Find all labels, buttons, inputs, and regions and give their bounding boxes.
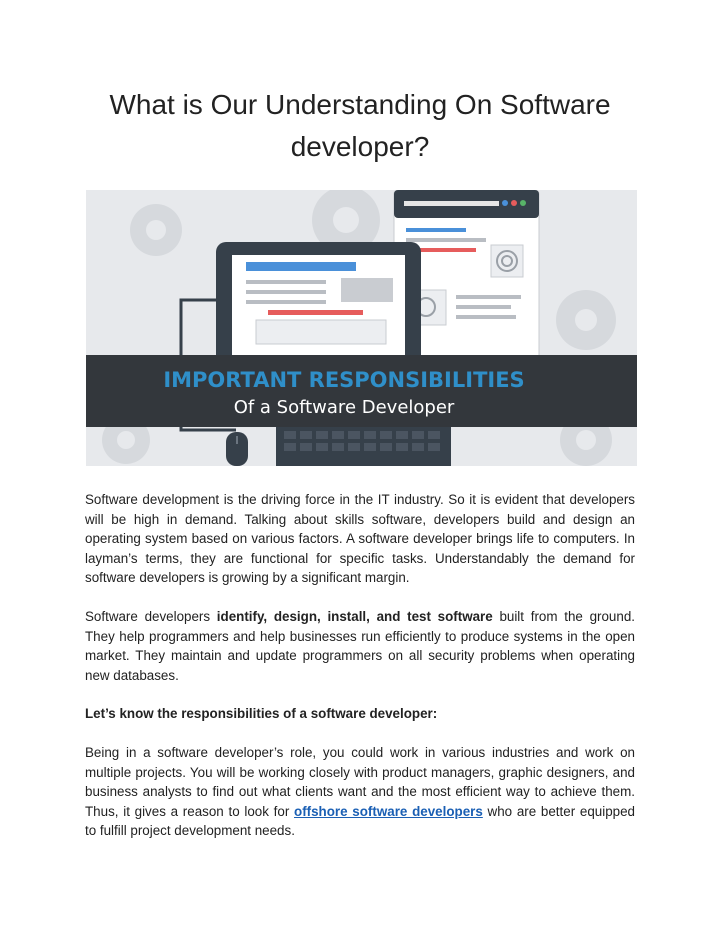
banner-title: IMPORTANT RESPONSIBILITIES [163, 368, 525, 392]
p2-text-start: Software developers [85, 609, 217, 624]
banner-subtitle: Of a Software Developer [233, 397, 455, 418]
title-line-2: developer? [290, 131, 430, 162]
offshore-developers-link[interactable]: offshore software developers [294, 803, 483, 819]
paragraph-role [85, 743, 635, 841]
paragraph-intro: Software development is the driving force in the IT industry. So it is evident that developers will be high in demand. Talking about skills software, developers build and design an operating system based on various factors. A software developer brings life to computers. In layman’s terms, they are functional for specific tasks. Understandably the demand for software developers is growing by a significant margin. [85, 492, 635, 585]
p4-text-end: who are better equipped to fulfill project development needs. [85, 803, 635, 838]
p2-text-end: built from the ground. They help programmers and help businesses run efficiently to produce systems in the open market. They maintain and update programmers on all security problems when operating new databases. [85, 609, 635, 683]
p2-bold-text: identify, design, install, and test software [216, 609, 493, 624]
p4-text-start: Being in a software developer’s role, you could work in various industries and work on multiple projects. You will be working closely with product managers, graphic designers, and business analysts to find out what clients want and the most efficient way to achieve them. Thus, it gives a reason to look for [85, 745, 635, 819]
keyboard-illustration [276, 427, 451, 466]
hero-image [86, 190, 637, 466]
paragraph-developers [85, 607, 635, 685]
section-heading: Let’s know the responsibilities of a software developer: [85, 706, 438, 721]
page-title [60, 84, 660, 168]
title-line-1: What is Our Understanding On Software [109, 89, 611, 120]
mouse-illustration [226, 432, 248, 466]
